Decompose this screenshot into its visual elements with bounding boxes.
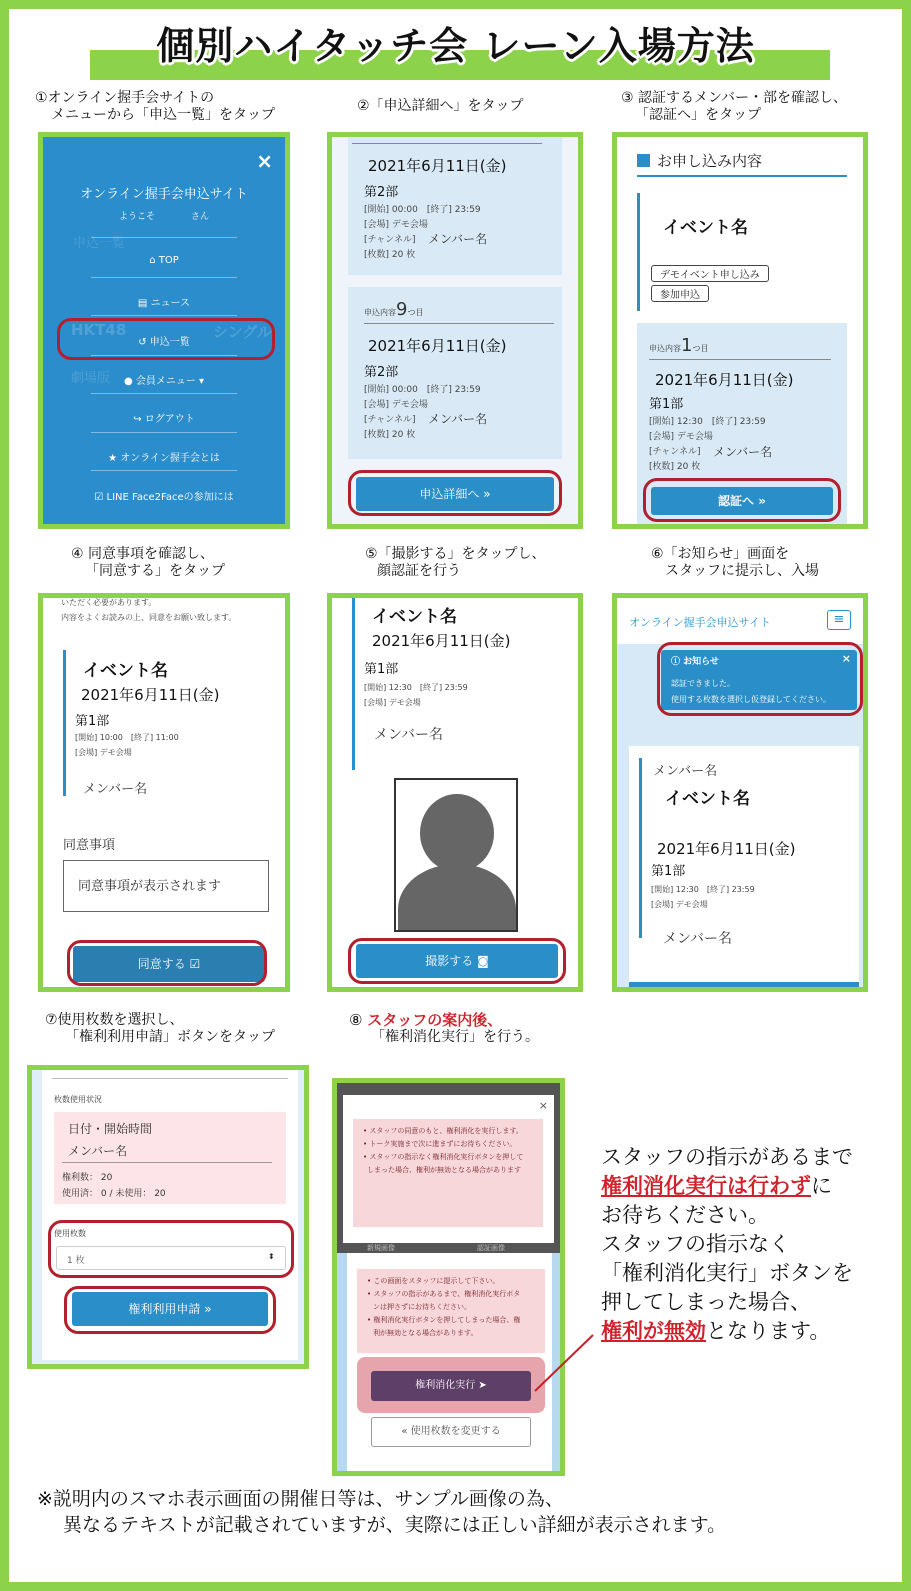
bg-text: シングル [213, 323, 272, 341]
menu-member[interactable]: ● 会員メニュー ▾ [123, 376, 205, 387]
hamburger-icon[interactable]: ≡ [827, 610, 851, 630]
capture-button[interactable]: 撮影する ◙ [356, 944, 558, 978]
side-note-line: 権利消化実行は行わずに [601, 1174, 832, 1198]
star-icon: ★ [108, 453, 121, 464]
step2-caption: ②「申込詳細へ」をタップ [357, 98, 524, 114]
tag: 参加申込 [651, 285, 709, 302]
step1-caption: ①オンライン握手会サイトの [35, 90, 215, 106]
logout-icon: ↪ [133, 414, 145, 425]
bg-text: 劇場版 [71, 371, 111, 386]
detail-button[interactable]: 申込詳細へ » [356, 477, 554, 511]
menu-line-face2face[interactable]: ☑ LINE Face2Faceの参加には [94, 492, 234, 503]
screen6-notice: オンライン握手会申込サイト ≡ ⓘ お知らせ × 認証できました。 使用する枚数を選択し仮登録してください。 メンバー名 イベント名 2021年6月11日(金) 第1部 [開始] 12:30 [終了] 23:59 [会場] デモ会場 メンバー名 [612, 593, 868, 992]
application-card: 申込内容9つ目 2021年6月11日(金) 第2部 [開始] 00:00 [終了] 23:59 [会場] デモ会場 [チャンネル] メンバー名 [枚数] 20 枚 [348, 287, 562, 459]
application-card: 申込内容1つ目 2021年6月11日(金) 第1部 [開始] 12:30 [終了] 23:59 [会場] デモ会場 [チャンネル] メンバー名 [枚数] 20 枚 [637, 323, 847, 529]
page-title: 個別ハイタッチ会 レーン入場方法 [156, 24, 755, 68]
side-note-line: スタッフの指示があるまで [601, 1145, 853, 1169]
quantity-label: 使用枚数 [54, 1229, 86, 1238]
close-icon[interactable]: × [538, 1099, 548, 1112]
step3-caption2: 「認証へ」をタップ [635, 107, 761, 123]
step8-caption: ⑧ スタッフの案内後、 [349, 1011, 503, 1029]
footer-note: 異なるテキストが記載されていますが、実際には正しい詳細が表示されます。 [63, 1514, 727, 1536]
side-note-line: 押してしまった場合、 [601, 1290, 811, 1314]
highlight-box [64, 1286, 276, 1334]
step3-caption: ③ 認証するメンバー・部を確認し、 [621, 90, 848, 106]
side-note-line: スタッフの指示なく [601, 1232, 790, 1256]
bg-text: HKT48 [71, 321, 127, 339]
side-note-line: 「権利消化実行」ボタンを [601, 1261, 853, 1285]
site-title: オンライン握手会申込サイト [80, 187, 248, 202]
apply-rights-button[interactable]: 権利利用申請 » [72, 1292, 268, 1326]
screen5-photo: イベント名 2021年6月11日(金) 第1部 [開始] 12:30 [終了] 23:59 [会場] デモ会場 メンバー名 撮影する ◙ [327, 593, 583, 992]
step5-caption: ⑤「撮影する」をタップし、 [365, 546, 546, 562]
welcome-text: ようこそ さん [118, 212, 209, 222]
side-note-line: 権利が無効となります。 [601, 1319, 831, 1343]
history-icon: ↺ [138, 337, 150, 348]
section-header: お申し込み内容 [657, 152, 763, 170]
menu-applications[interactable]: ↺ 申込一覧 [138, 337, 190, 348]
usage-label: 枚数使用状況 [54, 1095, 102, 1104]
newspaper-icon: ▤ [137, 298, 151, 309]
application-card: 2021年6月11日(金) 第2部 [開始] 00:00 [終了] 23:59 [会場] デモ会場 [チャンネル] メンバー名 [枚数] 20 枚 [348, 137, 562, 275]
highlight-box [67, 940, 267, 986]
highlight-box [348, 470, 562, 516]
site-title: オンライン握手会申込サイト [629, 616, 771, 629]
screen8-execute: × • スタッフの同意のもと、権利消化を実行します。 • トーク実施まで次に進まずにお待ちください。 • スタッフの指示なく権利消化実行ボタンを押して しまった場合、権利が無効となる場合があります 新規画像 認証画像 • この画面をスタッフに提示して下さい。 • スタッフの指示があるまで、権利消化実行ボタ ンは押さずにお待ちください。 • 権利消化実行ボタンを押してしまった場合、権 利が無効となる場合があります。 権利消化実行 ➤ « 使用枚数を変更する [332, 1078, 565, 1476]
step6-caption2: スタッフに提示し、入場 [665, 563, 819, 579]
change-quantity-button[interactable]: « 使用枚数を変更する [371, 1417, 531, 1447]
consent-textarea[interactable]: 同意事項が表示されます [63, 860, 269, 912]
step4-caption: ④ 同意事項を確認し、 [71, 546, 215, 562]
menu-top[interactable]: ⌂ TOP [149, 255, 179, 266]
consent-label: 同意事項 [63, 838, 116, 853]
step8-caption2: 「権利消化実行」を行う。 [371, 1029, 539, 1045]
verify-button[interactable]: 認証へ » [651, 487, 833, 515]
tag: デモイベント申し込み [651, 265, 769, 282]
user-icon: ● [123, 376, 136, 387]
bg-text: 申込一覧 [73, 236, 126, 251]
agree-button[interactable]: 同意する ☑ [73, 946, 265, 982]
checkbox-icon: ☑ [94, 492, 107, 503]
home-icon: ⌂ [149, 255, 159, 266]
pointer-line [529, 1329, 599, 1399]
info-icon: ⓘ [671, 657, 684, 667]
side-note-line: お待ちください。 [601, 1203, 769, 1227]
step1-caption2: メニューから「申込一覧」をタップ [51, 107, 275, 123]
highlight-box [657, 642, 863, 716]
screen7-select: 枚数使用状況 日付・開始時間 メンバー名 権利数： 20 使用済： 0 / 未使用： 20 使用枚数 1 枚 ⬍ 権利利用申請 » [27, 1065, 309, 1369]
caret-down-icon: ▾ [195, 376, 205, 387]
select-arrow-icon: ⬍ [268, 1252, 275, 1261]
screen1-menu [38, 132, 290, 529]
menu-logout[interactable]: ↪ ログアウト [133, 414, 195, 425]
menu-news[interactable]: ▤ ニュース [137, 298, 191, 309]
close-icon[interactable]: × [841, 652, 851, 665]
screen4-consent: いただく必要があります。 内容をよくお読みの上、同意をお願い致します。 イベント名 2021年6月11日(金) 第1部 [開始] 10:00 [終了] 11:00 [会場] デモ会場 メンバー名 同意事項 同意事項が表示されます 同意する ☑ [38, 593, 290, 992]
screen3-detail: お申し込み内容 イベント名 デモイベント申し込み 参加申込 申込内容1つ目 2021年6月11日(金) 第1部 [開始] 12:30 [終了] 23:59 [会場] デモ会場 [チャンネル] メンバー名 [枚数] 20 枚 認証へ » [612, 132, 868, 529]
quantity-select[interactable]: 1 枚 [56, 1246, 286, 1270]
highlight-box [48, 1220, 294, 1278]
step4-caption2: 「同意する」をタップ [85, 563, 225, 579]
step5-caption2: 顔認証を行う [377, 563, 461, 579]
step6-caption: ⑥「お知らせ」画面を [651, 546, 790, 562]
highlight-box [348, 938, 566, 984]
highlight-box [643, 478, 841, 522]
modal-dialog: × • スタッフの同意のもと、権利消化を実行します。 • トーク実施まで次に進まずにお待ちください。 • スタッフの指示なく権利消化実行ボタンを押して しまった場合、権利が無効となる場合があります [343, 1095, 554, 1243]
section-marker [637, 154, 650, 167]
footer-note: ※説明内のスマホ表示画面の開催日等は、サンプル画像の為、 [37, 1488, 564, 1510]
screen2-list [327, 132, 583, 529]
step7-caption: ⑦使用枚数を選択し、 [45, 1012, 184, 1028]
execute-rights-button[interactable]: 権利消化実行 ➤ [371, 1371, 531, 1401]
notice-alert: ⓘ お知らせ × 認証できました。 使用する枚数を選択し仮登録してください。 [661, 650, 857, 710]
highlight-box [57, 318, 275, 360]
close-icon[interactable]: × [256, 149, 273, 173]
menu-about[interactable]: ★ オンライン握手会とは [108, 453, 220, 464]
avatar-placeholder-icon [394, 778, 518, 932]
step7-caption2: 「権利利用申請」ボタンをタップ [65, 1029, 275, 1045]
